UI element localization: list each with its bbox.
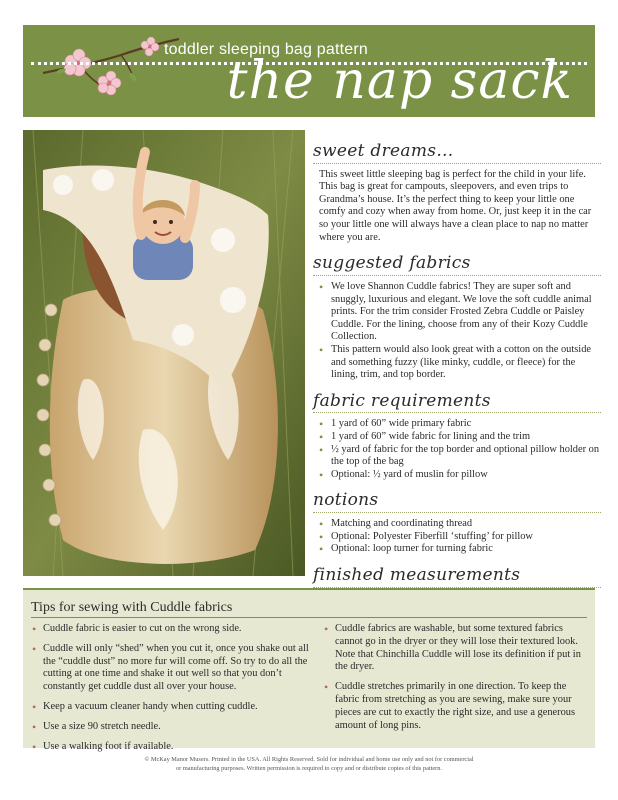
list-item: • Use a size 90 stretch needle. (31, 721, 316, 734)
list-item: • 1 yard of 60” wide fabric for lining and the trim (319, 431, 601, 444)
footer-line: or manufacturing purposes. Written permission is required to copy and or distribute copies of this pattern. (176, 765, 442, 772)
list-item: • Optional: ½ yard of muslin for pillow (319, 469, 601, 482)
list-item: • Cuddle stretches primarily in one direction. To keep the fabric from stretching as you are sewing, make sure your pieces are cut to exactly the right size, and use a generous amount of long pins. (323, 681, 587, 732)
list-item: • Matching and coordinating thread (319, 518, 601, 531)
fabric-requirements-list (313, 418, 601, 481)
tips-list-left (31, 623, 316, 760)
hero-photo (23, 130, 305, 576)
page-title: the nap sack (226, 51, 573, 111)
cherry-blossom-icon (41, 33, 181, 107)
list-item: • This pattern would also look great with a cotton on the outside and something fuzzy (like minky, cuddle, or fleece) for the lining, trim, and top border. (319, 344, 601, 382)
section-title-fabric-requirements: fabric requirements (313, 392, 601, 414)
header-banner (23, 25, 595, 117)
sewing-tips-box (23, 588, 595, 752)
list-item: • 1 yard of 60” wide primary fabric (319, 418, 601, 431)
list-item: • Use a walking foot if available. (31, 741, 316, 754)
toddler-in-sleeping-bag-photo (23, 130, 305, 576)
list-item: • We love Shannon Cuddle fabrics! They are super soft and snuggly, luxurious and elegant. We love the soft cuddle animal prints. For the trim consider Frosted Zebra Cuddle or Paisley Cuddle. For the lining, choose from any of their Kozy Cuddle Collection. (319, 281, 601, 344)
copyright-footer (0, 755, 618, 773)
list-item: • Optional: Polyester Fiberfill ‘stuffing’ for pillow (319, 531, 601, 544)
list-item: • Cuddle fabrics are washable, but some textured fabrics cannot go in the dryer or they will lose their textured look. Note that Chinchilla Cuddle will lose its definition if put in the dryer. (323, 623, 587, 674)
pattern-subtitle: toddler sleeping bag pattern (164, 41, 368, 58)
suggested-fabrics-list (313, 281, 601, 382)
intro-paragraph: This sweet little sleeping bag is perfect for the child in your life. This bag is great for campouts, sleepovers, and even trips to Grandma’s house. It’s the perfect thing to keep your little one comfy and cozy when away from home. Or, just keep it in the car so your little one will always have a clean place to nap no matter where you are. (319, 168, 592, 243)
tips-heading: Tips for sewing with Cuddle fabrics (31, 600, 233, 615)
section-title-suggested-fabrics: suggested fabrics (313, 254, 601, 276)
list-item: • Cuddle will only “shed” when you cut it, once you shake out all the “cuddle dust” no more fur will come off. So try to do all the cutting at one time and shake it out well so that you don’t constantly get cuddle dust all over your house. (31, 643, 316, 694)
list-item: • Cuddle fabric is easier to cut on the wrong side. (31, 623, 316, 636)
tips-divider (31, 617, 587, 618)
pattern-details (313, 142, 601, 615)
tips-list-right (323, 623, 587, 739)
list-item: • ½ yard of fabric for the top border and optional pillow holder on the top of the bag (319, 444, 601, 469)
list-item: • Keep a vacuum cleaner handy when cutting cuddle. (31, 701, 316, 714)
section-title-sweet-dreams: sweet dreams… (313, 142, 601, 164)
notions-list (313, 518, 601, 556)
list-item: • Optional: loop turner for turning fabric (319, 543, 601, 556)
footer-line: © McKay Manor Musers. Printed in the USA. All Rights Reserved. Sold for individual and home use only and not for commercial (144, 756, 474, 763)
section-title-finished-measurements: finished measurements (313, 566, 601, 588)
section-title-notions: notions (313, 491, 601, 513)
